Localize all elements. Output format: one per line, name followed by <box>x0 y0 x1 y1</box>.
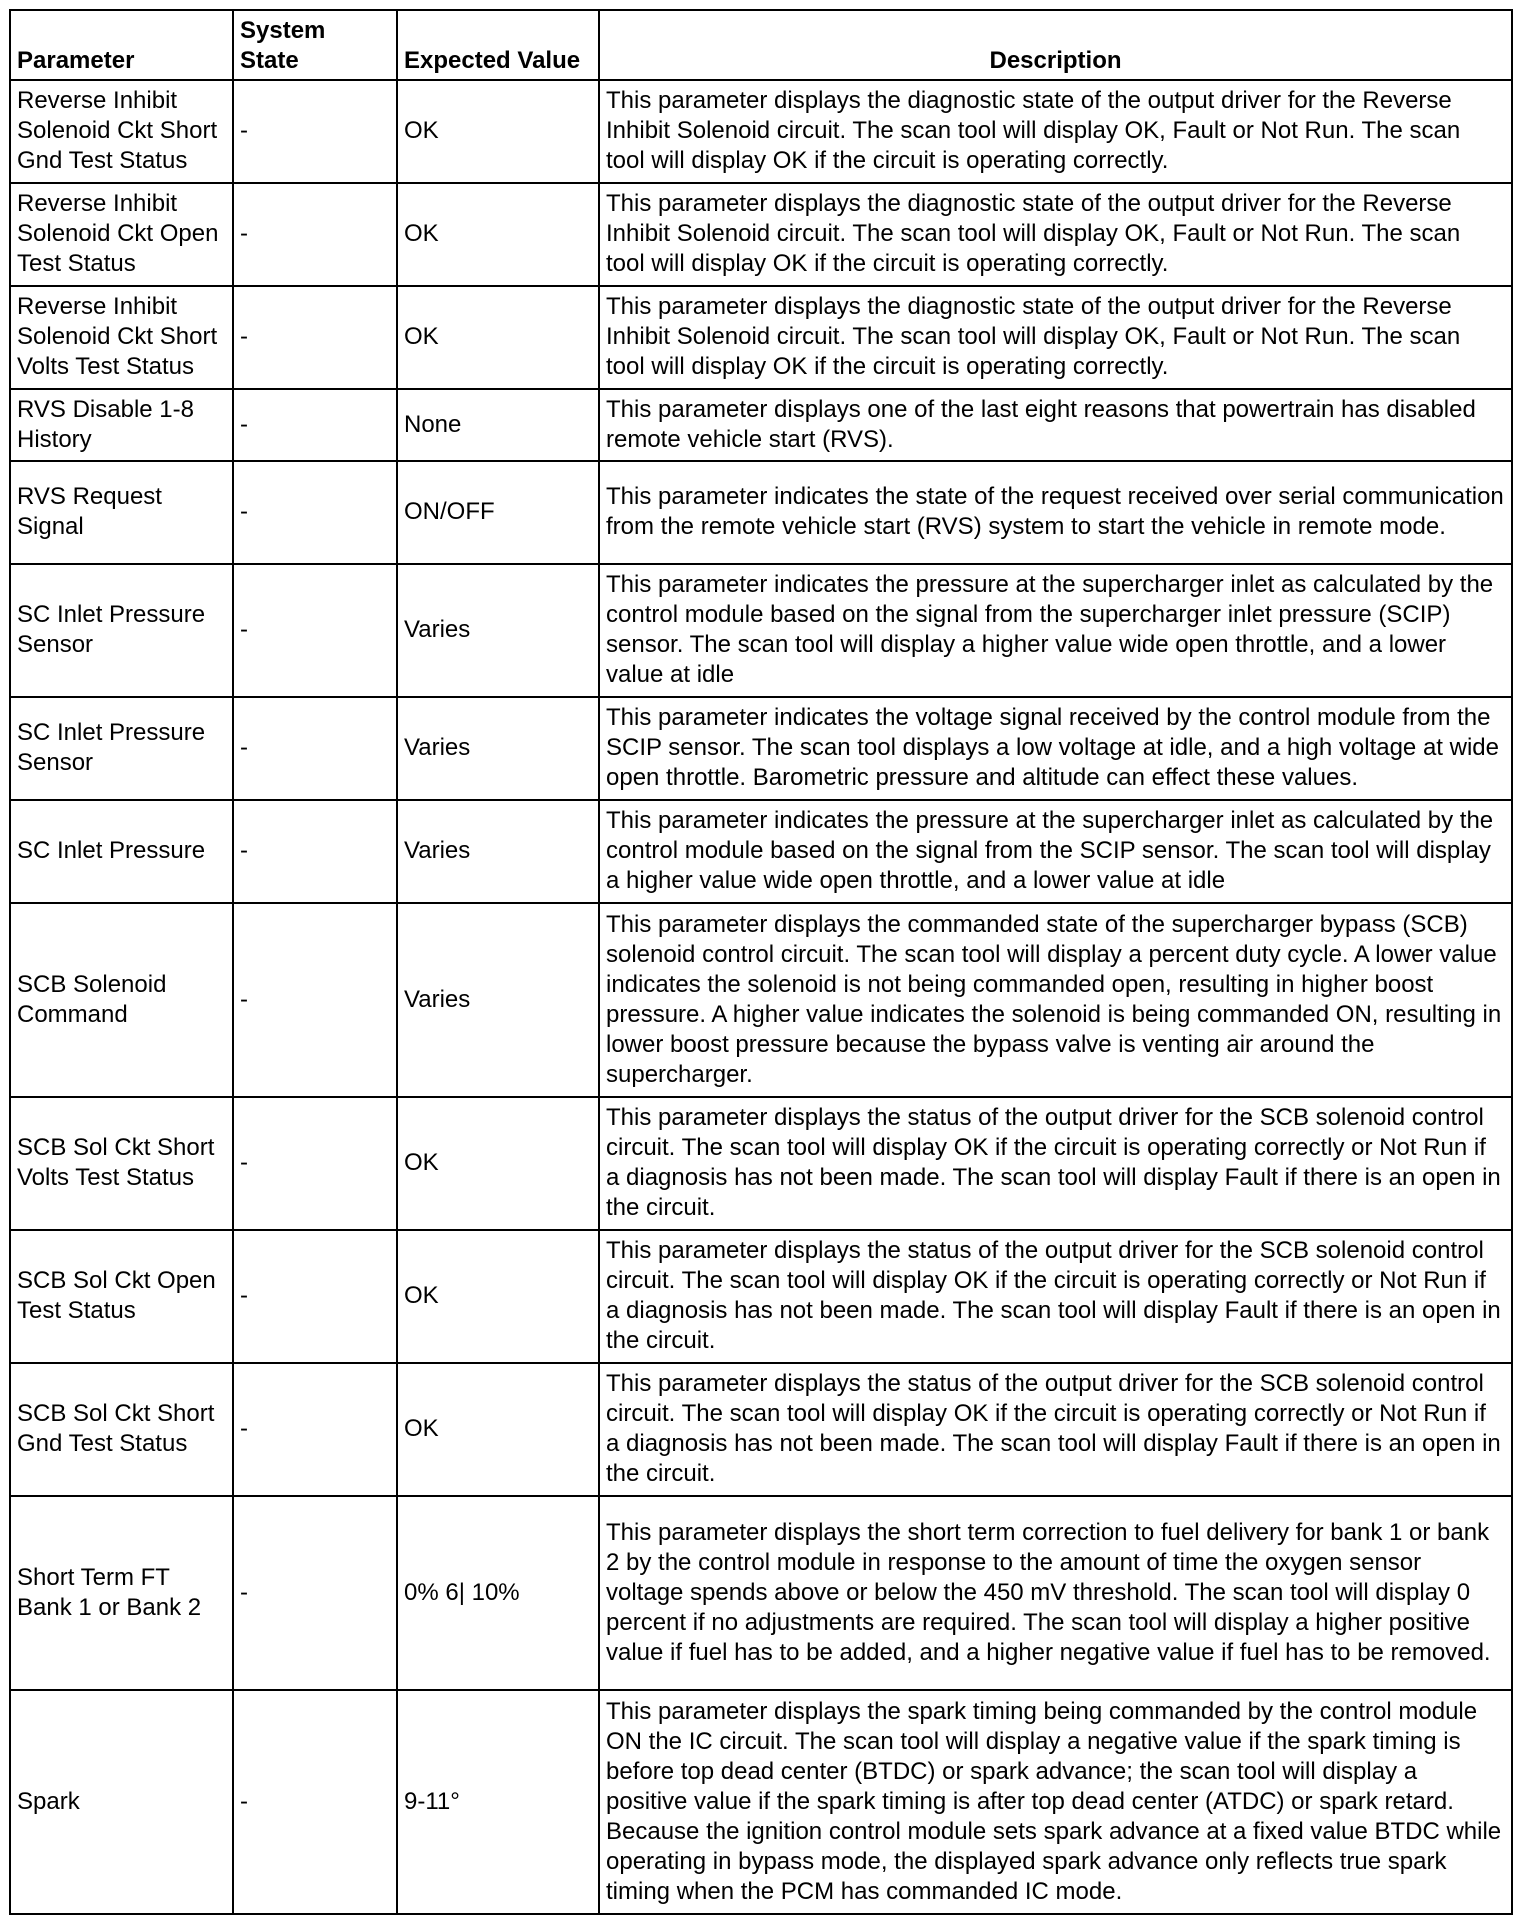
table-row <box>10 1496 1512 1690</box>
table-row <box>10 183 1512 286</box>
system-state-cell: - <box>233 697 397 800</box>
description-cell: This parameter indicates the voltage signal received by the control module from the SCIP sensor. The scan tool displays a low voltage at idle, and a high voltage at wide open throttle. Barometric pressure and altitude can effect these values. <box>599 697 1512 800</box>
expected-value-cell: None <box>397 389 599 461</box>
description-cell: This parameter indicates the pressure at the supercharger inlet as calculated by the control module based on the signal from the SCIP sensor. The scan tool will display a higher value wide open throttle, and a lower value at idle <box>599 800 1512 903</box>
parameter-cell: Spark <box>10 1690 233 1914</box>
parameter-cell: SCB Sol Ckt Open Test Status <box>10 1230 233 1363</box>
expected-value-cell: Varies <box>397 800 599 903</box>
description-cell: This parameter displays the diagnostic state of the output driver for the Reverse Inhibit Solenoid circuit. The scan tool will display OK, Fault or Not Run. The scan tool will display OK if the circuit is operating correctly. <box>599 183 1512 286</box>
header-parameter: Parameter <box>10 10 233 80</box>
description-cell: This parameter displays one of the last eight reasons that powertrain has disabled remote vehicle start (RVS). <box>599 389 1512 461</box>
expected-value-cell: OK <box>397 183 599 286</box>
table-row <box>10 389 1512 461</box>
table-row <box>10 564 1512 697</box>
parameter-cell: SC Inlet Pressure Sensor <box>10 697 233 800</box>
expected-value-cell: OK <box>397 286 599 389</box>
description-cell: This parameter indicates the state of the request received over serial communication from the remote vehicle start (RVS) system to start the vehicle in remote mode. <box>599 461 1512 564</box>
description-cell: This parameter displays the spark timing being commanded by the control module ON the IC circuit. The scan tool will display a negative value if the spark timing is before top dead center (BTDC) or spark advance; the scan tool will display a positive value if the spark timing is after top dead center (ATDC) or spark retard. Because the ignition control module sets spark advance at a fixed value BTDC while operating in bypass mode, the displayed spark advance only reflects true spark timing when the PCM has commanded IC mode. <box>599 1690 1512 1914</box>
system-state-cell: - <box>233 1363 397 1496</box>
table-row <box>10 80 1512 183</box>
expected-value-cell: OK <box>397 1363 599 1496</box>
table-row <box>10 1363 1512 1496</box>
description-cell: This parameter displays the commanded state of the supercharger bypass (SCB) solenoid control circuit. The scan tool will display a percent duty cycle. A lower value indicates the solenoid is not being commanded open, resulting in higher boost pressure. A higher value indicates the solenoid is being commanded ON, resulting in lower boost pressure because the bypass valve is venting air around the supercharger. <box>599 903 1512 1097</box>
parameter-cell: RVS Disable 1-8 History <box>10 389 233 461</box>
expected-value-cell: Varies <box>397 697 599 800</box>
table-row <box>10 800 1512 903</box>
expected-value-cell: Varies <box>397 564 599 697</box>
parameter-cell: Reverse Inhibit Solenoid Ckt Short Volts Test Status <box>10 286 233 389</box>
parameter-cell: SC Inlet Pressure Sensor <box>10 564 233 697</box>
expected-value-cell: OK <box>397 80 599 183</box>
description-cell: This parameter displays the status of the output driver for the SCB solenoid control circuit. The scan tool will display OK if the circuit is operating correctly or Not Run if a diagnosis has not been made. The scan tool will display Fault if there is an open in the circuit. <box>599 1363 1512 1496</box>
header-expected-value: Expected Value <box>397 10 599 80</box>
description-cell: This parameter indicates the pressure at the supercharger inlet as calculated by the control module based on the signal from the supercharger inlet pressure (SCIP) sensor. The scan tool will display a higher value wide open throttle, and a lower value at idle <box>599 564 1512 697</box>
table-row <box>10 1230 1512 1363</box>
table-row <box>10 286 1512 389</box>
parameter-cell: SC Inlet Pressure <box>10 800 233 903</box>
header-system-state: System State <box>233 10 397 80</box>
system-state-cell: - <box>233 1690 397 1914</box>
description-cell: This parameter displays the short term correction to fuel delivery for bank 1 or bank 2 by the control module in response to the amount of time the oxygen sensor voltage spends above or below the 450 mV threshold. The scan tool will display 0 percent if no adjustments are required. The scan tool will display a higher positive value if fuel has to be added, and a higher negative value if fuel has to be removed. <box>599 1496 1512 1690</box>
expected-value-cell: OK <box>397 1230 599 1363</box>
table-body <box>10 80 1512 1914</box>
system-state-cell: - <box>233 903 397 1097</box>
parameter-cell: SCB Sol Ckt Short Volts Test Status <box>10 1097 233 1230</box>
header-description: Description <box>599 10 1512 80</box>
table-row <box>10 1690 1512 1914</box>
system-state-cell: - <box>233 1097 397 1230</box>
system-state-cell: - <box>233 286 397 389</box>
table-row <box>10 461 1512 564</box>
expected-value-cell: 9-11° <box>397 1690 599 1914</box>
expected-value-cell: 0% 6| 10% <box>397 1496 599 1690</box>
description-cell: This parameter displays the status of the output driver for the SCB solenoid control circuit. The scan tool will display OK if the circuit is operating correctly or Not Run if a diagnosis has not been made. The scan tool will display Fault if there is an open in the circuit. <box>599 1230 1512 1363</box>
expected-value-cell: OK <box>397 1097 599 1230</box>
system-state-cell: - <box>233 564 397 697</box>
description-cell: This parameter displays the diagnostic state of the output driver for the Reverse Inhibit Solenoid circuit. The scan tool will display OK, Fault or Not Run. The scan tool will display OK if the circuit is operating correctly. <box>599 80 1512 183</box>
parameter-cell: SCB Solenoid Command <box>10 903 233 1097</box>
parameter-cell: RVS Request Signal <box>10 461 233 564</box>
description-cell: This parameter displays the diagnostic state of the output driver for the Reverse Inhibit Solenoid circuit. The scan tool will display OK, Fault or Not Run. The scan tool will display OK if the circuit is operating correctly. <box>599 286 1512 389</box>
header-row <box>10 10 1512 80</box>
system-state-cell: - <box>233 1496 397 1690</box>
system-state-cell: - <box>233 80 397 183</box>
system-state-cell: - <box>233 461 397 564</box>
system-state-cell: - <box>233 800 397 903</box>
parameter-table <box>9 9 1513 1915</box>
parameter-cell: Short Term FT Bank 1 or Bank 2 <box>10 1496 233 1690</box>
table-row <box>10 903 1512 1097</box>
table-row <box>10 1097 1512 1230</box>
system-state-cell: - <box>233 389 397 461</box>
parameter-cell: Reverse Inhibit Solenoid Ckt Short Gnd Test Status <box>10 80 233 183</box>
expected-value-cell: ON/OFF <box>397 461 599 564</box>
parameter-cell: SCB Sol Ckt Short Gnd Test Status <box>10 1363 233 1496</box>
description-cell: This parameter displays the status of the output driver for the SCB solenoid control circuit. The scan tool will display OK if the circuit is operating correctly or Not Run if a diagnosis has not been made. The scan tool will display Fault if there is an open in the circuit. <box>599 1097 1512 1230</box>
table-row <box>10 697 1512 800</box>
parameter-cell: Reverse Inhibit Solenoid Ckt Open Test Status <box>10 183 233 286</box>
system-state-cell: - <box>233 183 397 286</box>
system-state-cell: - <box>233 1230 397 1363</box>
expected-value-cell: Varies <box>397 903 599 1097</box>
